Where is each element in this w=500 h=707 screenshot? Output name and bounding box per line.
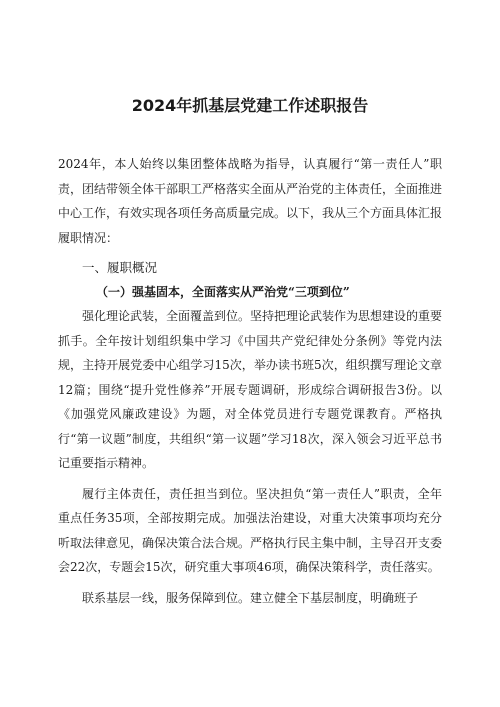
subsection-heading: （一）强基固本，全面落实从严治党“三项到位” xyxy=(96,285,350,299)
intro-paragraph: 2024年，本人始终以集团整体战略为指导，认真履行“第一责任人”职责，团结带领全体干部职工严格落实全面从严治党的主体责任，全面推进中心工作，有效实现各项任务高质量完成。以下，我从三个方面具体汇报履职情况： xyxy=(58,157,443,245)
section-heading-overview: 一、履职概况 xyxy=(82,260,158,275)
body-paragraph: 联系基层一线，服务保障到位。建立健全下基层制度，明确班子 xyxy=(82,590,419,605)
body-paragraph: 履行主体责任，责任担当到位。坚决担负“第一责任人”职责，全年重点任务35项，全部按期完成。加强法治建设，对重大决策事项均充分听取法律意见，确保决策合法合规。严格执行民主集中制，主导召开支委会22次，专题会15次，研究重大事项46项，确保决策科学，责任落实。 xyxy=(58,486,443,574)
document-title: 2024年抓基层党建工作述职报告 xyxy=(131,96,369,115)
body-paragraph: 强化理论武装，全面覆盖到位。坚持把理论武装作为思想建设的重要抓手。全年按计划组织集中学习《中国共产党纪律处分条例》等党内法规，主持开展党委中心组学习15次，举办读书班5次，组织撰写理论文章12篇；围绕“提升党性修养”开展专题调研，形成综合调研报告3份。以《加强党风廉政建设》为题，对全体党员进行专题党课教育。严格执行“第一议题”制度，共组织“第一议题”学习18次，深入领会习近平总书记重要指示精神。 xyxy=(58,309,443,470)
